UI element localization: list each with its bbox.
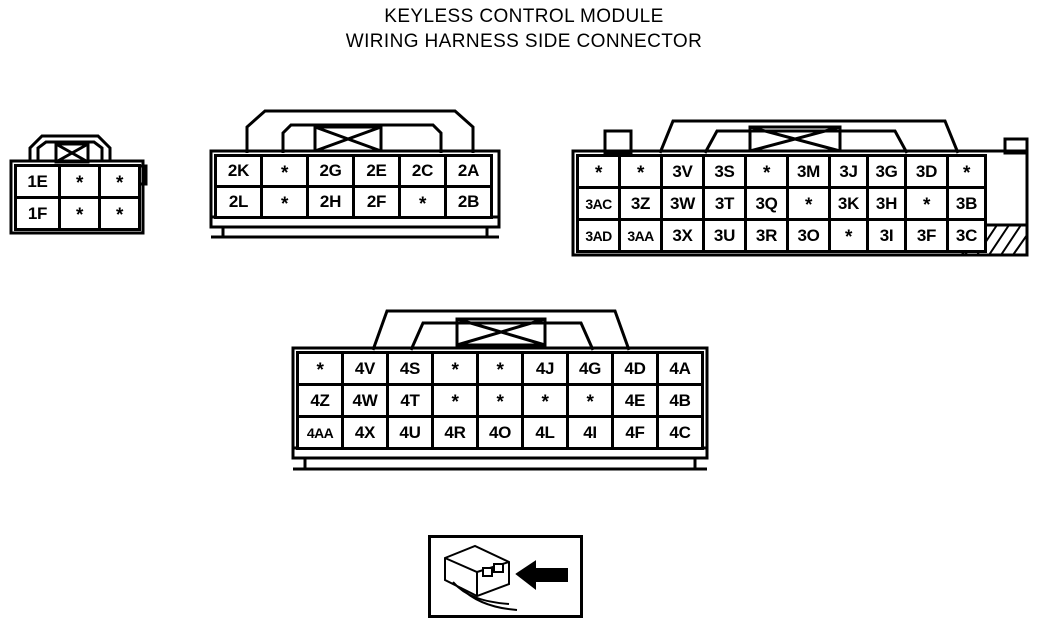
pin-cell: 4U [389,418,434,450]
pin-cell: 4R [434,418,479,450]
pin-cell: * [263,157,309,188]
pin-cell: 3AD [579,221,621,253]
pin-cell: 1E [17,167,61,199]
pin-cell: * [569,386,614,418]
title-line-2: WIRING HARNESS SIDE CONNECTOR [345,31,703,52]
pin-cell: 3S [705,157,747,189]
pin-cell: 4C [659,418,704,450]
pin-cell: 2F [355,188,401,219]
pin-cell: * [434,354,479,386]
pin-cell: 4Z [299,386,344,418]
pin-cell: 1F [17,199,61,231]
pin-cell: 3F [907,221,949,253]
pin-cell: 3X [663,221,705,253]
pin-cell: 3Q [747,189,789,221]
pin-cell: 4V [344,354,389,386]
pin-cell: 2E [355,157,401,188]
pin-cell: 3I [869,221,907,253]
pin-cell: * [949,157,987,189]
pin-cell: * [524,386,569,418]
connector-1e-1f [8,120,168,235]
pin-cell: * [401,188,447,219]
pin-cell: 3U [705,221,747,253]
pin-cell: 2L [217,188,263,219]
title-line-1: KEYLESS CONTROL MODULE [384,6,664,27]
pin-cell: * [747,157,789,189]
pin-cell: 4E [614,386,659,418]
pin-cell: 3M [789,157,831,189]
connector-1-grid [14,164,141,231]
pin-cell: * [789,189,831,221]
pin-cell: 3W [663,189,705,221]
connector-4-grid [296,351,704,450]
pin-cell: 3J [831,157,869,189]
pin-cell: 4AA [299,418,344,450]
pin-cell: 4J [524,354,569,386]
pin-cell: 4S [389,354,434,386]
pin-cell: 4F [614,418,659,450]
pin-cell: 3K [831,189,869,221]
pin-cell: 3AA [621,221,663,253]
pin-cell: 3C [949,221,987,253]
pin-cell: 2B [447,188,493,219]
connector-2k-2b [205,105,505,240]
pin-cell: 3V [663,157,705,189]
pin-cell: * [101,199,141,231]
pin-cell: * [907,189,949,221]
pin-cell: 2C [401,157,447,188]
pin-cell: 4L [524,418,569,450]
pin-cell: 3G [869,157,907,189]
pin-cell: 4B [659,386,704,418]
pin-cell: * [61,199,101,231]
pin-cell: 4X [344,418,389,450]
pin-cell: 4G [569,354,614,386]
pin-cell: 4T [389,386,434,418]
pin-cell: 4I [569,418,614,450]
pin-cell: 3T [705,189,747,221]
pin-cell: * [434,386,479,418]
pin-cell: 3Z [621,189,663,221]
connector-insertion-illustration [431,538,580,615]
pin-cell: 3AC [579,189,621,221]
pin-cell: 4A [659,354,704,386]
pin-cell: 2A [447,157,493,188]
connector-2-grid [214,154,493,219]
pin-cell: * [579,157,621,189]
pin-cell: 3O [789,221,831,253]
connector-4aa-4c [285,295,715,475]
pin-cell: * [479,354,524,386]
pin-cell: 3B [949,189,987,221]
pin-cell: 3D [907,157,949,189]
connector-3ac-3c [565,105,1035,270]
pin-cell: * [621,157,663,189]
pin-cell: 4O [479,418,524,450]
pin-cell: * [299,354,344,386]
connector-insertion-icon [428,535,583,618]
pin-cell: 2G [309,157,355,188]
pin-cell: * [831,221,869,253]
pin-cell: 3H [869,189,907,221]
page-title [0,4,1048,54]
pin-cell: 4D [614,354,659,386]
pin-cell: * [263,188,309,219]
pin-cell: * [61,167,101,199]
pin-cell: * [479,386,524,418]
pin-cell: 3R [747,221,789,253]
pin-cell: 2K [217,157,263,188]
pin-cell: 4W [344,386,389,418]
connector-3-grid [576,154,987,253]
pin-cell: * [101,167,141,199]
pin-cell: 2H [309,188,355,219]
